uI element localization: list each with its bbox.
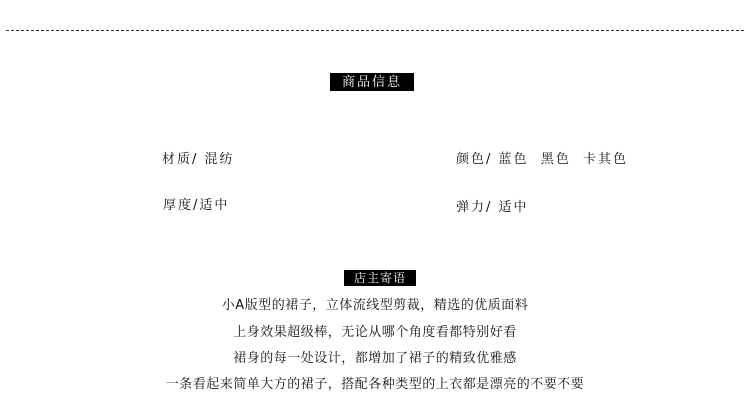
attribute-color: 颜色/ 蓝色 黑色 卡其色: [456, 152, 629, 167]
dashed-divider: [6, 30, 744, 31]
section-title-badge: [330, 73, 414, 91]
note-line: 上身效果超级棒，无论从哪个角度看都特别好看: [233, 325, 517, 340]
attribute-thickness: 厚度/适中: [163, 198, 230, 213]
section-title: 商品信息: [341, 74, 402, 90]
note-line: 一条看起来简单大方的裙子，搭配各种类型的上衣都是漂亮的不要不要: [165, 377, 585, 392]
attribute-elasticity: 弹力/ 适中: [456, 200, 529, 215]
notes-title-badge: [344, 270, 416, 286]
note-line: 小A版型的裙子，立体流线型剪裁，精选的优质面料: [221, 298, 529, 313]
note-line: 裙身的每一处设计，都增加了裙子的精致优雅感: [233, 351, 517, 366]
attribute-material: 材质/ 混纺: [162, 152, 235, 167]
notes-title: 店主寄语: [353, 271, 406, 285]
